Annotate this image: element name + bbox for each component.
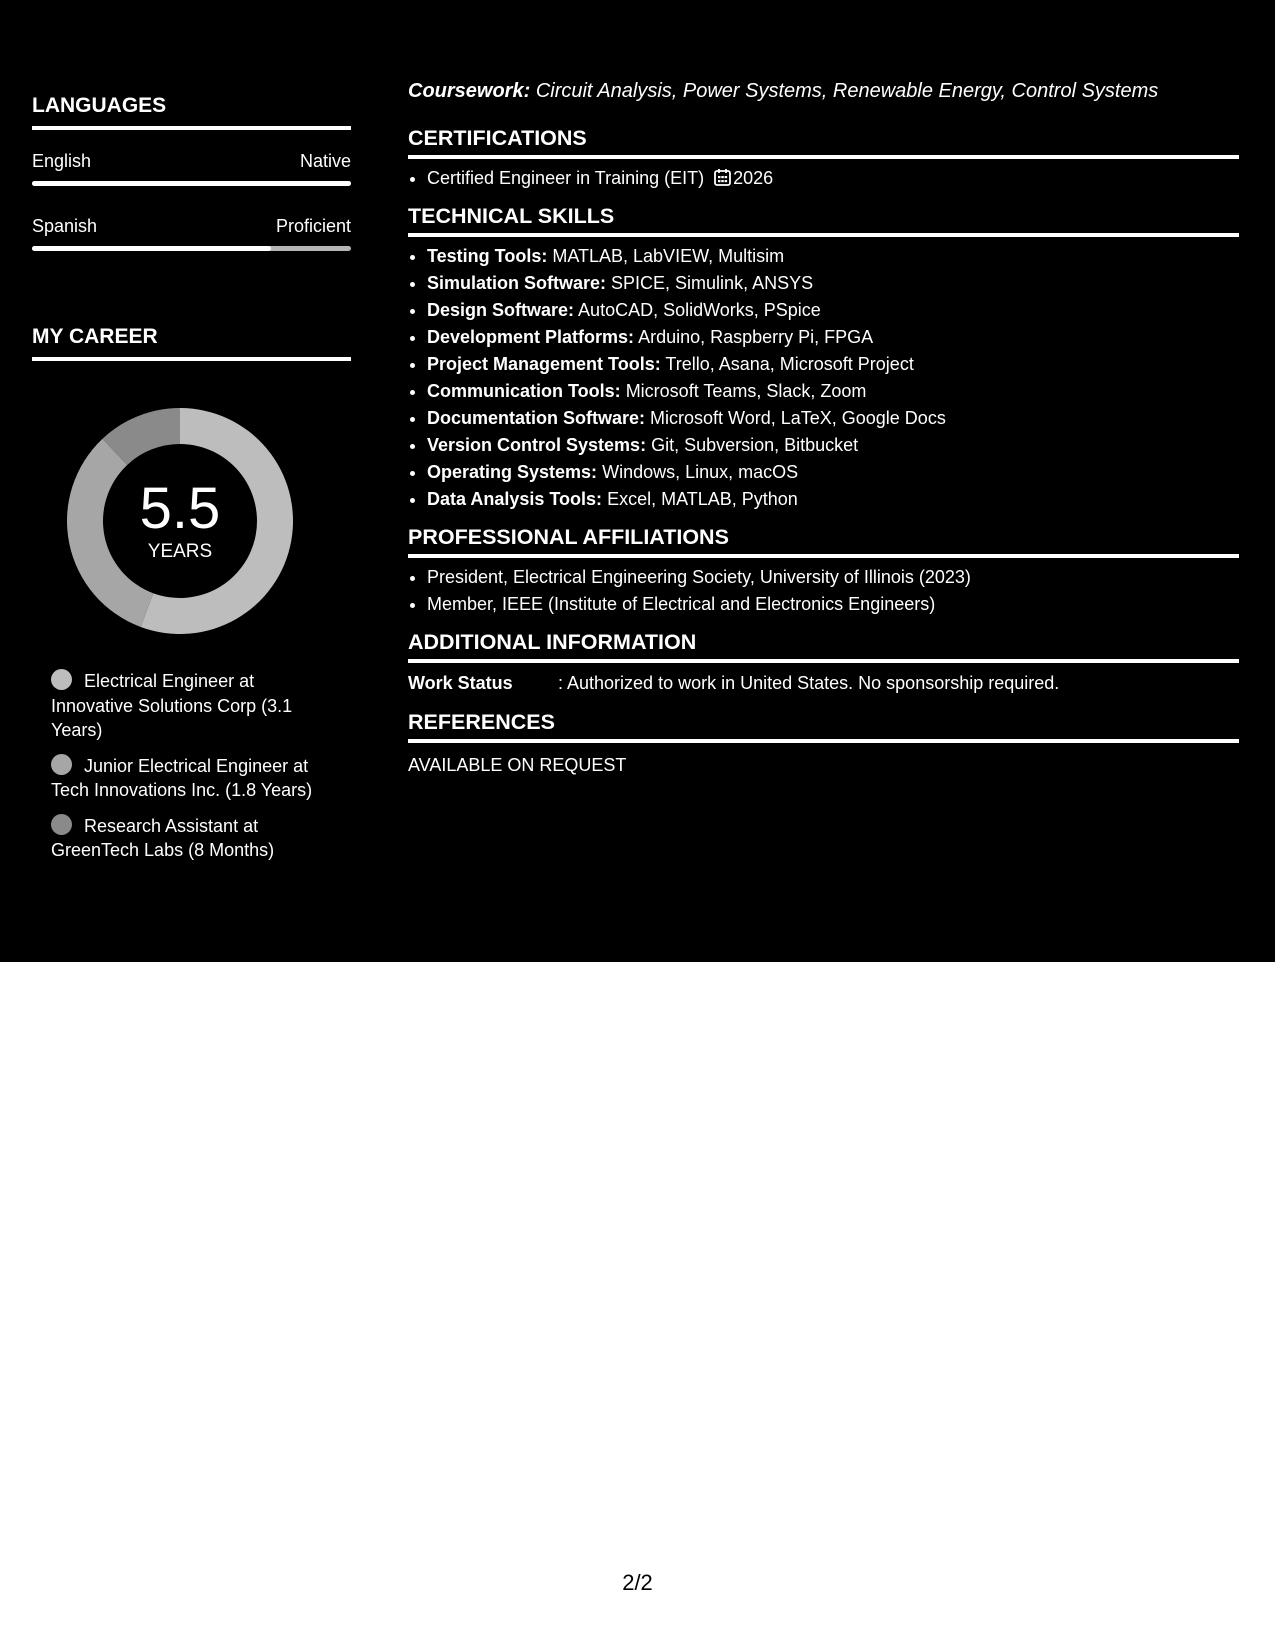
additional-info-heading: ADDITIONAL INFORMATION [408, 629, 1239, 663]
skill-value: Windows, Linux, macOS [602, 462, 799, 482]
skill-item [427, 459, 1239, 486]
career-list [32, 669, 351, 863]
main-content [408, 78, 1239, 777]
skill-item [427, 405, 1239, 432]
career-item [51, 669, 341, 743]
skill-value: Excel, MATLAB, Python [607, 489, 798, 509]
career-item [51, 814, 341, 863]
skill-value: AutoCAD, SolidWorks, PSpice [578, 300, 821, 320]
certification-year: 2026 [733, 168, 774, 188]
language-item [32, 215, 351, 251]
career-item-text: Research Assistant at GreenTech Labs (8 Months) [51, 815, 275, 860]
skill-label: Communication Tools: [427, 381, 621, 401]
career-donut-chart [66, 407, 294, 635]
certifications-list [408, 165, 1239, 194]
skill-value: Git, Subversion, Bitbucket [651, 435, 859, 455]
language-name: English [32, 151, 92, 171]
languages-list [32, 150, 351, 251]
career-item [51, 754, 341, 803]
certification-name: Certified Engineer in Training (EIT) [427, 168, 705, 188]
donut-center [66, 407, 294, 635]
skill-item [427, 297, 1239, 324]
affiliations-heading: PROFESSIONAL AFFILIATIONS [408, 524, 1239, 558]
language-proficiency-fill [32, 181, 351, 186]
technical-skills-heading: TECHNICAL SKILLS [408, 203, 1239, 237]
language-proficiency-bar [32, 246, 351, 251]
technical-skills-list [408, 243, 1239, 513]
skill-item [427, 378, 1239, 405]
language-proficiency-bar [32, 181, 351, 186]
career-legend-dot [51, 754, 72, 775]
language-level: Proficient [275, 216, 351, 236]
skill-label: Documentation Software: [427, 408, 646, 428]
coursework-text: Circuit Analysis, Power Systems, Renewable Energy, Control Systems [535, 80, 1159, 102]
affiliations-list [408, 564, 1239, 618]
skill-label: Development Platforms: [427, 327, 635, 347]
language-item [32, 150, 351, 186]
skill-label: Operating Systems: [427, 462, 598, 482]
skill-label: Simulation Software: [427, 273, 607, 293]
career-heading: MY CAREER [32, 325, 351, 361]
language-level: Native [299, 151, 351, 171]
skill-label: Version Control Systems: [427, 435, 647, 455]
career-legend-dot [51, 814, 72, 835]
skill-label: Project Management Tools: [427, 354, 661, 374]
skill-value: Trello, Asana, Microsoft Project [665, 354, 914, 374]
career-item-text: Electrical Engineer at Innovative Solutions Corp (3.1 Years) [51, 671, 293, 740]
skill-label: Testing Tools: [427, 246, 548, 266]
sidebar [32, 94, 351, 874]
language-row [32, 150, 351, 172]
skill-item [427, 270, 1239, 297]
skill-value: MATLAB, LabVIEW, Multisim [552, 246, 785, 266]
language-proficiency-fill [32, 246, 271, 251]
skill-item [427, 243, 1239, 270]
work-status-label: Work Status [408, 673, 513, 693]
work-status-row [408, 671, 1239, 695]
affiliation-item: • Member, IEEE (Institute of Electrical and Electronics Engineers) [427, 591, 1239, 618]
languages-heading: LANGUAGES [32, 94, 351, 130]
language-name: Spanish [32, 216, 98, 236]
certifications-heading: CERTIFICATIONS [408, 125, 1239, 159]
skill-value: SPICE, Simulink, ANSYS [611, 273, 814, 293]
coursework-label: Coursework: [408, 80, 531, 102]
page-number: 2/2 [622, 1570, 653, 1595]
skill-item [427, 324, 1239, 351]
skill-value: Microsoft Teams, Slack, Zoom [625, 381, 867, 401]
career-total-value: 5.5 [139, 476, 221, 541]
references-text: AVAILABLE ON REQUEST [408, 755, 627, 775]
skill-label: Design Software: [427, 300, 575, 320]
calendar-icon [714, 167, 731, 194]
language-row [32, 215, 351, 237]
references-heading: REFERENCES [408, 709, 1239, 743]
skill-item [427, 432, 1239, 459]
work-status-value: : Authorized to work in United States. No sponsorship required. [558, 673, 1060, 693]
career-total-unit: YEARS [147, 541, 213, 562]
skill-value: Arduino, Raspberry Pi, FPGA [638, 327, 874, 347]
skill-item [427, 486, 1239, 513]
coursework [408, 78, 1239, 104]
career-item-text: Junior Electrical Engineer at Tech Innovations Inc. (1.8 Years) [51, 755, 313, 800]
certification-item [427, 165, 1239, 194]
skill-item [427, 351, 1239, 378]
skill-label: Data Analysis Tools: [427, 489, 603, 509]
affiliation-item: • President, Electrical Engineering Society, University of Illinois (2023) [427, 564, 1239, 591]
career-legend-dot [51, 669, 72, 690]
skill-value: Microsoft Word, LaTeX, Google Docs [650, 408, 946, 428]
